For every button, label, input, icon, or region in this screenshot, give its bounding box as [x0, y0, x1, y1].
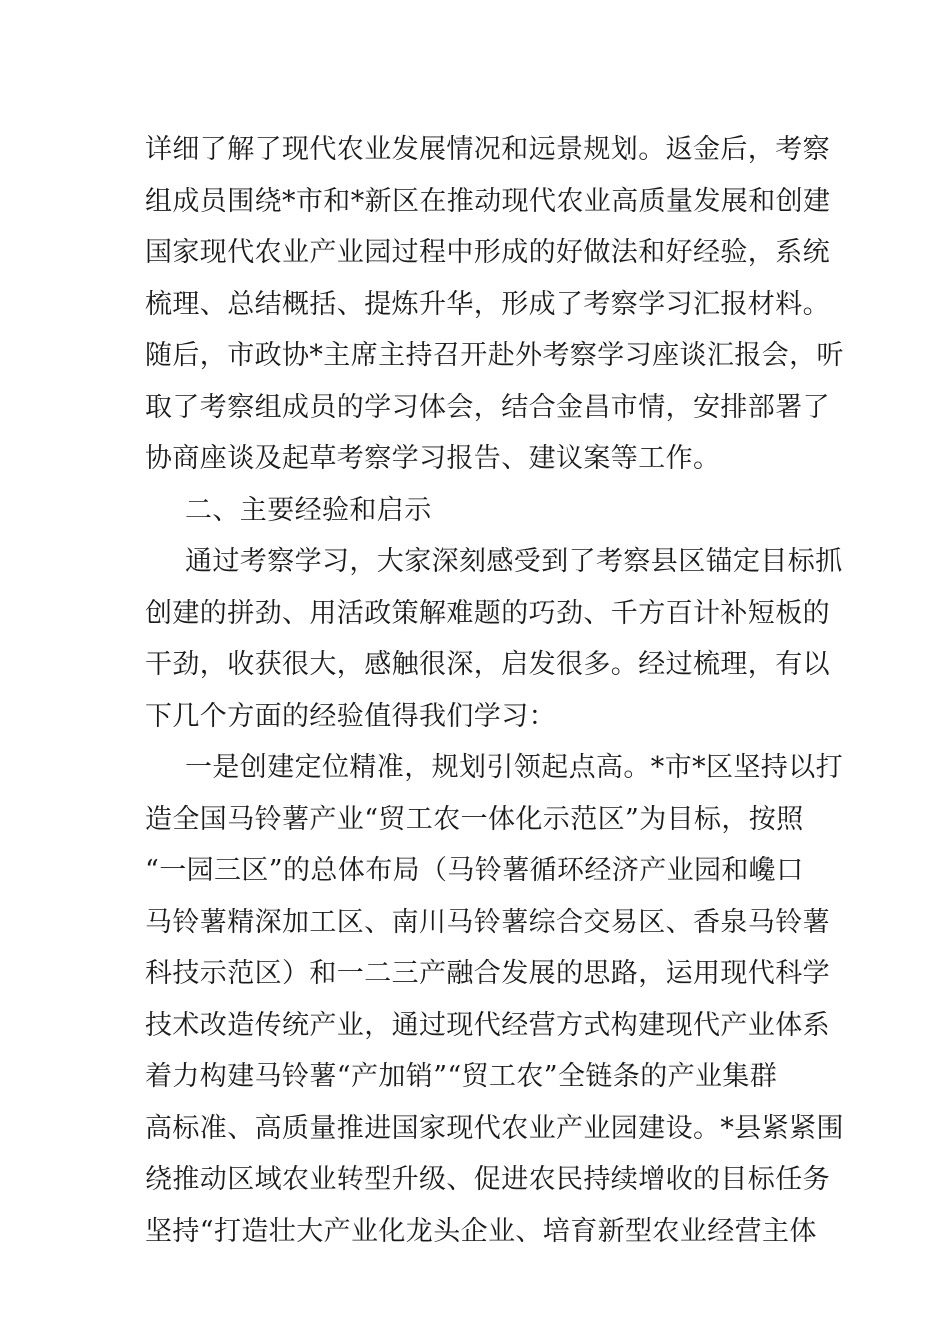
body-line: 绕推动区域农业转型升级、促进农民持续增收的目标任务: [145, 1164, 830, 1195]
body-line: 通过考察学习，大家深刻感受到了考察县区锚定目标抓: [185, 546, 843, 577]
body-line: 创建的拼劲、用活政策解难题的巧劲、千方百计补短板的: [145, 597, 830, 629]
body-line: 协商座谈及起草考察学习报告、建议案等工作。: [145, 443, 721, 474]
body-line: 造全国马铃薯产业“贸工农一体化示范区”为目标，按照: [145, 803, 804, 835]
body-line: “一园三区”的总体布局（马铃薯循环经济产业园和巉口: [145, 855, 804, 886]
body-line: 干劲，收获很大，感触很深，启发很多。经过梳理，有以: [145, 649, 830, 680]
body-line: 技术改造传统产业，通过现代经营方式构建现代产业体系: [145, 1009, 830, 1041]
body-line: 国家现代农业产业园过程中形成的好做法和好经验，系统: [145, 237, 830, 268]
document-body: [145, 124, 844, 1257]
body-line: 马铃薯精深加工区、南川马铃薯综合交易区、香泉马铃薯: [145, 906, 830, 938]
body-line: 下几个方面的经验值得我们学习：: [145, 700, 556, 732]
body-line: 组成员围绕*市和*新区在推动现代农业高质量发展和创建: [145, 185, 831, 217]
body-line: 科技示范区）和一二三产融合发展的思路，运用现代科学: [145, 958, 830, 989]
body-line: 高标准、高质量推进国家现代农业产业园建设。*县紧紧围: [145, 1112, 844, 1144]
body-line: 坚持“打造壮大产业化龙头企业、培育新型农业经营主体: [145, 1215, 817, 1247]
body-line: 着力构建马铃薯“产加销”“贸工农”全链条的产业集群: [145, 1061, 778, 1092]
body-line: 一是创建定位精准，规划引领起点高。*市*区坚持以打: [185, 752, 843, 783]
section-heading: 二、主要经验和启示: [185, 494, 432, 526]
body-line: 详细了解了现代农业发展情况和远景规划。返金后，考察: [145, 134, 830, 165]
body-line: 梳理、总结概括、提炼升华，形成了考察学习汇报材料。: [145, 288, 830, 320]
body-line: 随后，市政协*主席主持召开赴外考察学习座谈汇报会，听: [145, 340, 844, 371]
body-line: 取了考察组成员的学习体会，结合金昌市情，安排部署了: [145, 391, 830, 423]
